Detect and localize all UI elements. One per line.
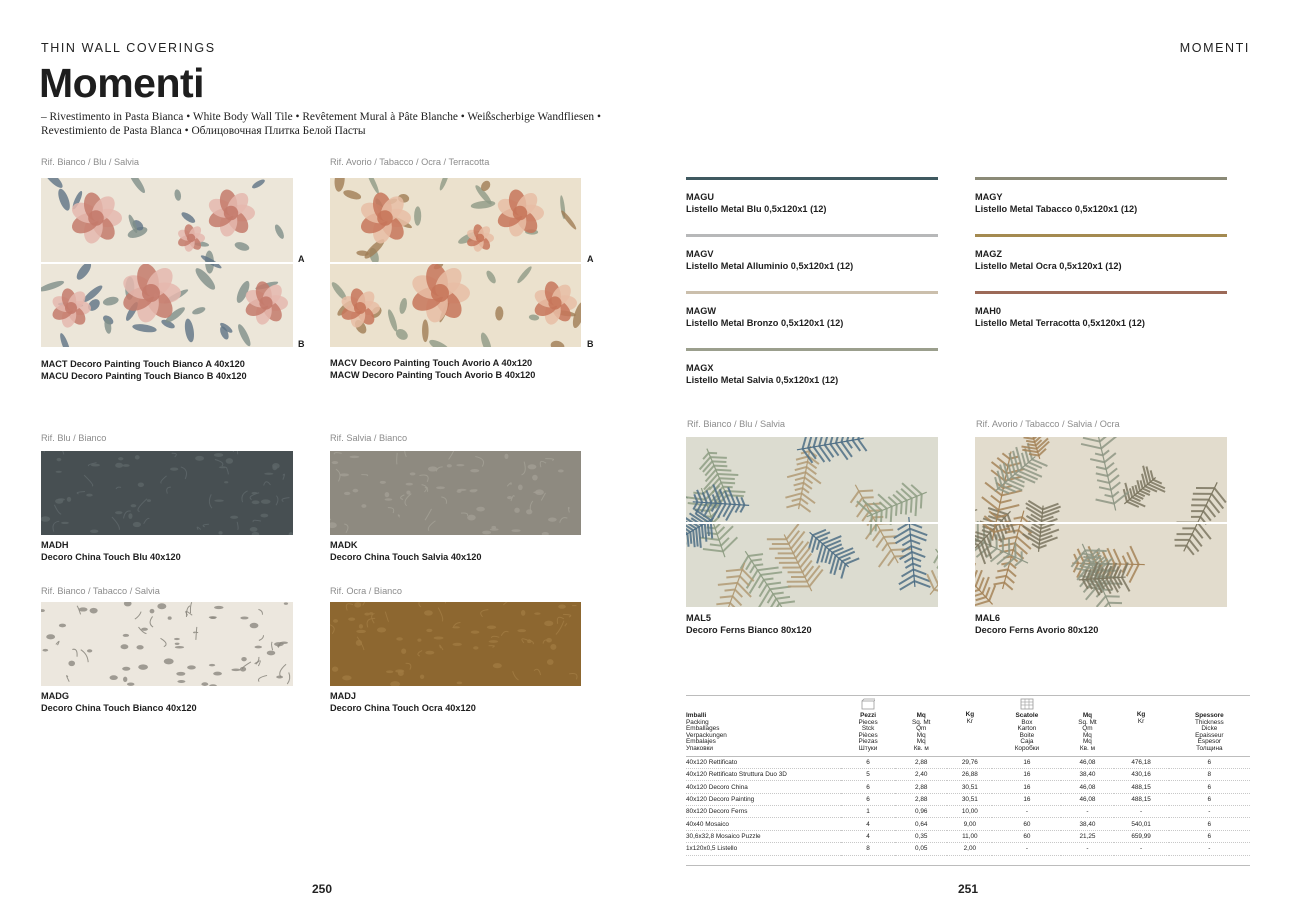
listello-name: Listello Metal Alluminio 0,5x120x1 (12) (686, 260, 854, 271)
header-packing: Imballi Packing Emballages Verpackungen Embalajes Упаковки (686, 696, 841, 756)
painting-card-avorio (330, 157, 600, 380)
ferns-caption (686, 613, 812, 636)
row-value-cell: 5 (841, 768, 895, 780)
row-value-cell: 16 (992, 793, 1061, 805)
row-value-cell: 6 (841, 793, 895, 805)
row-value-cell: 488,15 (1114, 793, 1169, 805)
listello-tabacco (975, 177, 1227, 215)
row-value-cell: 6 (1169, 818, 1250, 830)
table-row (686, 843, 1250, 855)
painting-ref: Rif. Avorio / Tabacco / Ocra / Terracotta (330, 157, 490, 167)
row-value-cell: 46,08 (1061, 756, 1113, 768)
page-number-right: 251 (958, 882, 979, 896)
header-box: Scatole Box Karton Boite Caja Коробки (992, 696, 1061, 756)
row-value-cell: 6 (1169, 793, 1250, 805)
row-format-cell: 40x120 Decoro Painting (686, 793, 841, 805)
subtitle (41, 110, 601, 138)
china-tile-image (41, 451, 293, 535)
row-value-cell: 6 (841, 781, 895, 793)
product-name: Decoro Ferns Avorio 80x120 (975, 624, 1099, 635)
china-ref: Rif. Bianco / Tabacco / Salvia (41, 586, 160, 596)
toile-pattern-image (330, 451, 581, 535)
china-tile-image (330, 602, 581, 686)
row-value-cell: 540,01 (1114, 818, 1169, 830)
ferns-caption (975, 613, 1098, 636)
listello-name: Listello Metal Salvia 0,5x120x1 (12) (686, 374, 839, 385)
china-card-salvia (330, 433, 590, 562)
header-kg: Kg Kr (947, 696, 992, 756)
table-row (686, 756, 1250, 768)
listello-code: MAGW (686, 306, 717, 316)
listello-salvia (686, 348, 938, 386)
header-thickness: Spessore Thickness Dicke Epaisseur Espesor Толщина (1169, 696, 1250, 756)
row-value-cell: 0,64 (895, 818, 947, 830)
row-value-cell: 0,35 (895, 830, 947, 842)
china-card-blu (41, 433, 301, 562)
row-value-cell: 10,00 (947, 806, 992, 818)
painting-caption (330, 358, 535, 381)
painting-ref: Rif. Bianco / Blu / Salvia (41, 157, 140, 167)
listello-code: MAGY (975, 192, 1003, 202)
listello-name: Listello Metal Blu 0,5x120x1 (12) (686, 203, 827, 214)
row-value-cell: 4 (841, 830, 895, 842)
ferns-tile-image (686, 437, 938, 607)
page-number-left: 250 (312, 882, 333, 896)
listello-code: MAGV (686, 249, 714, 259)
listello-terracotta (975, 291, 1227, 329)
row-value-cell: 1 (841, 806, 895, 818)
row-value-cell: - (1169, 806, 1250, 818)
listello-code: MAH0 (975, 306, 1002, 316)
row-value-cell: 0,96 (895, 806, 947, 818)
caption-line-1: MACV Decoro Painting Touch Avorio A 40x120 (330, 358, 533, 368)
painting-card-bianco (41, 157, 311, 381)
row-value-cell: 29,76 (947, 756, 992, 768)
row-format-cell: 40x120 Rettificato (686, 756, 841, 768)
painting-tile-image (330, 178, 581, 347)
product-code: MADJ (330, 691, 357, 701)
variant-a-label: A (298, 254, 305, 264)
caption-line-1: MACT Decoro Painting Touch Bianco A 40x120 (41, 359, 245, 369)
china-ref: Rif. Ocra / Bianco (330, 586, 402, 596)
caption-line-2: MACU Decoro Painting Touch Bianco B 40x120 (41, 370, 247, 381)
right-page-title: MOMENTI (1179, 41, 1250, 55)
row-value-cell: 9,00 (947, 818, 992, 830)
row-format-cell: 30,6x32,8 Mosaico Puzzle (686, 830, 841, 842)
row-value-cell: 30,51 (947, 793, 992, 805)
page-title: Momenti (39, 60, 205, 106)
listello-name: Listello Metal Bronzo 0,5x120x1 (12) (686, 317, 844, 328)
listello-code: MAGZ (975, 249, 1003, 259)
product-name: Decoro China Touch Blu 40x120 (41, 551, 181, 562)
listello-strip-swatch (975, 177, 1227, 180)
ferns-tile-image (975, 437, 1227, 607)
listello-name: Listello Metal Ocra 0,5x120x1 (12) (975, 260, 1122, 271)
row-value-cell: 488,15 (1114, 781, 1169, 793)
category-label: THIN WALL COVERINGS (41, 41, 216, 55)
row-value-cell: - (1061, 806, 1113, 818)
ferns-ref: Rif. Avorio / Tabacco / Salvia / Ocra (976, 419, 1120, 429)
row-value-cell: - (1169, 843, 1250, 855)
row-value-cell: 6 (1169, 756, 1250, 768)
row-value-cell: 430,16 (1114, 768, 1169, 780)
row-value-cell: 2,40 (895, 768, 947, 780)
listello-ocra (975, 234, 1227, 272)
toile-pattern-image (41, 602, 293, 686)
row-value-cell: 476,18 (1114, 756, 1169, 768)
product-name: Decoro China Touch Bianco 40x120 (41, 702, 197, 713)
listello-strip-swatch (686, 234, 938, 237)
row-value-cell: 16 (992, 781, 1061, 793)
row-value-cell: 2,88 (895, 793, 947, 805)
row-value-cell: 659,99 (1114, 830, 1169, 842)
product-code: MADK (330, 540, 358, 550)
table-row (686, 818, 1250, 830)
row-value-cell: 6 (841, 756, 895, 768)
row-value-cell: 0,05 (895, 843, 947, 855)
product-name: Decoro China Touch Ocra 40x120 (330, 702, 476, 713)
row-value-cell: 16 (992, 756, 1061, 768)
product-code: MADH (41, 540, 69, 550)
row-value-cell: - (992, 843, 1061, 855)
row-format-cell: 40x40 Mosaico (686, 818, 841, 830)
listello-strip-swatch (686, 348, 938, 351)
row-value-cell: 38,40 (1061, 768, 1113, 780)
row-value-cell: 4 (841, 818, 895, 830)
row-value-cell: 46,08 (1061, 793, 1113, 805)
ferns-card-bianco (686, 419, 947, 635)
ferns-card-avorio (975, 419, 1236, 635)
product-code: MADG (41, 691, 70, 701)
china-ref: Rif. Blu / Bianco (41, 433, 107, 443)
subtitle-line-1: – Rivestimento in Pasta Bianca • White Body Wall Tile • Revêtement Mural à Pâte Blanche • Weißscherbige Wandfliesen • (41, 111, 601, 123)
china-card-bianco (41, 586, 301, 713)
painting-caption (41, 359, 247, 382)
listello-strip-swatch (975, 291, 1227, 294)
painting-tile-image (41, 178, 293, 347)
variant-b-label: B (587, 339, 594, 349)
header-pieces: Pezzi Pieces Stck Pièces Piezas Штуки (841, 696, 895, 756)
toile-pattern-image (330, 602, 581, 686)
listello-strip-swatch (686, 291, 938, 294)
row-value-cell: 60 (992, 818, 1061, 830)
listello-code: MAGX (686, 363, 714, 373)
table-row (686, 781, 1250, 793)
packing-header-row (686, 696, 1250, 756)
row-value-cell: - (1114, 843, 1169, 855)
row-value-cell: 6 (1169, 781, 1250, 793)
row-value-cell: - (992, 806, 1061, 818)
row-value-cell: 11,00 (947, 830, 992, 842)
table-row (686, 768, 1250, 780)
row-value-cell: 60 (992, 830, 1061, 842)
row-value-cell: 2,88 (895, 781, 947, 793)
listello-name: Listello Metal Terracotta 0,5x120x1 (12) (975, 317, 1145, 328)
china-caption (41, 691, 197, 714)
carton-stack-icon (1020, 698, 1034, 710)
product-code: MAL5 (686, 613, 712, 623)
china-caption (330, 691, 476, 714)
row-format-cell: 40x120 Decoro China (686, 781, 841, 793)
table-row (686, 793, 1250, 805)
variant-a-label: A (587, 254, 594, 264)
listello-bronzo (686, 291, 938, 329)
table-row (686, 830, 1250, 842)
row-value-cell: - (1061, 843, 1113, 855)
product-code: MAL6 (975, 613, 1001, 623)
row-value-cell: 2,88 (895, 756, 947, 768)
listello-blu (686, 177, 938, 215)
packing-table (686, 695, 1250, 866)
china-tile-image (330, 451, 581, 535)
row-value-cell: 38,40 (1061, 818, 1113, 830)
row-format-cell: 80x120 Decoro Ferns (686, 806, 841, 818)
row-value-cell: 26,88 (947, 768, 992, 780)
row-format-cell: 1x120x0,5 Listello (686, 843, 841, 855)
row-value-cell: - (1114, 806, 1169, 818)
header-box-kg: Kg Kr (1114, 696, 1169, 756)
row-value-cell: 30,51 (947, 781, 992, 793)
caption-line-2: MACW Decoro Painting Touch Avorio B 40x120 (330, 369, 536, 380)
listello-code: MAGU (686, 192, 715, 202)
listello-name: Listello Metal Tabacco 0,5x120x1 (12) (975, 203, 1138, 214)
header-box-sqm: Mq Sq. Mt Qm Mq Mq Кв. м (1061, 696, 1113, 756)
product-name: Decoro China Touch Salvia 40x120 (330, 551, 482, 562)
china-caption (330, 540, 481, 563)
row-value-cell: 8 (841, 843, 895, 855)
row-value-cell: 16 (992, 768, 1061, 780)
china-tile-image (41, 602, 293, 686)
toile-pattern-image (41, 451, 293, 535)
row-value-cell: 2,00 (947, 843, 992, 855)
header-sqm: Mq Sq. Mt Qm Mq Mq Кв. м (895, 696, 947, 756)
packing-table-body (686, 756, 1250, 855)
listello-alluminio (686, 234, 938, 272)
variant-b-label: B (298, 339, 305, 349)
product-name: Decoro Ferns Bianco 80x120 (686, 624, 812, 635)
table-row (686, 806, 1250, 818)
row-value-cell: 8 (1169, 768, 1250, 780)
subtitle-line-2: Revestimiento de Pasta Blanca • Облицовочная Плитка Белой Пасты (41, 125, 366, 137)
china-caption (41, 540, 181, 563)
listello-strip-swatch (686, 177, 938, 180)
ferns-ref: Rif. Bianco / Blu / Salvia (687, 419, 786, 429)
box-outline-icon (861, 698, 875, 710)
china-card-ocra (330, 586, 590, 713)
row-value-cell: 21,25 (1061, 830, 1113, 842)
row-value-cell: 6 (1169, 830, 1250, 842)
row-format-cell: 40x120 Rettificato Struttura Duo 3D (686, 768, 841, 780)
china-ref: Rif. Salvia / Bianco (330, 433, 408, 443)
listello-strip-swatch (975, 234, 1227, 237)
row-value-cell: 46,08 (1061, 781, 1113, 793)
